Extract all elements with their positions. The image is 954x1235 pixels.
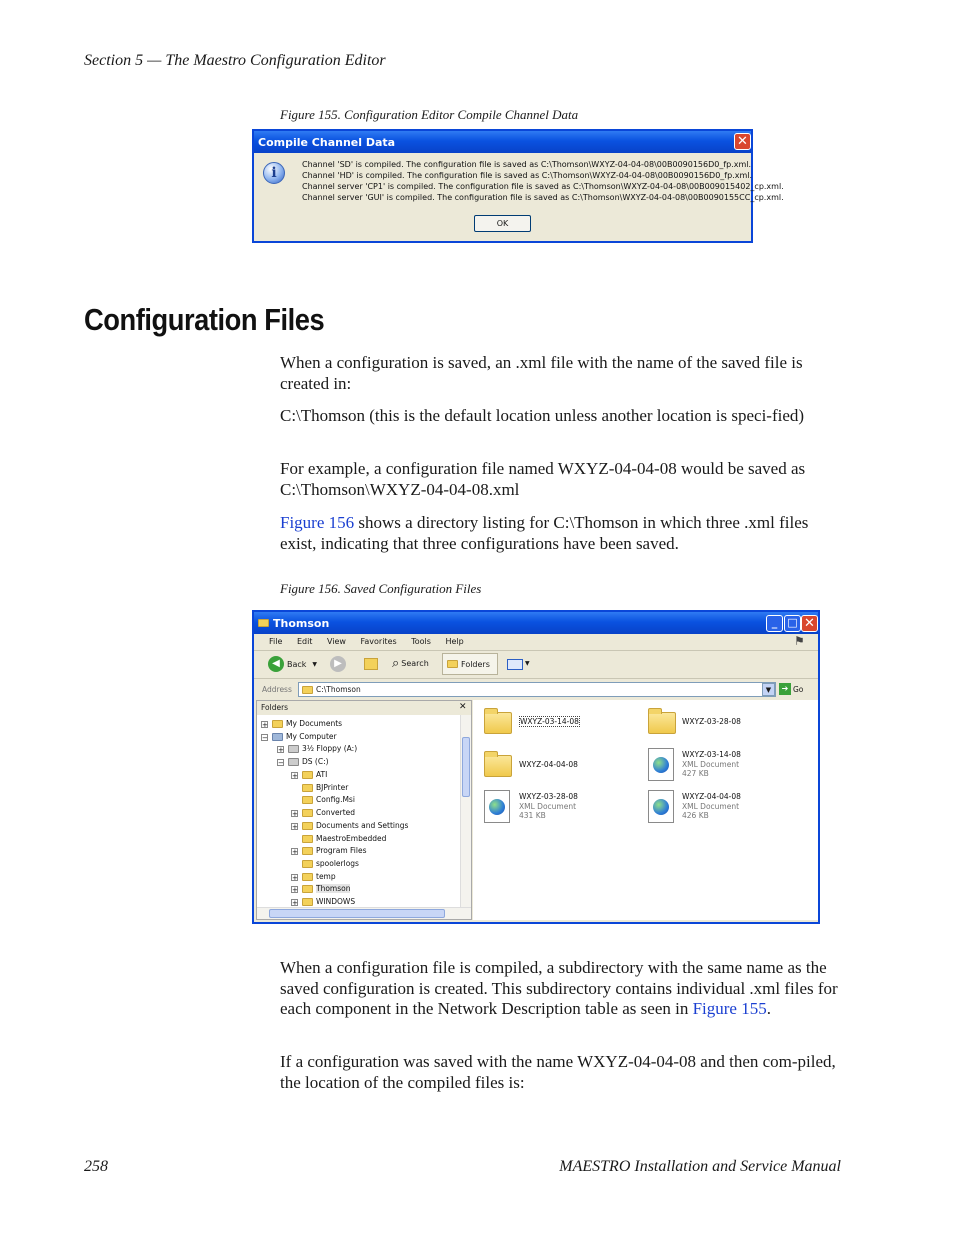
tree-item-bjprinter[interactable]: BJPrinter (302, 782, 348, 794)
tree-item-floppy[interactable]: + 3½ Floppy (A:) (278, 744, 358, 754)
dialog-title: Compile Channel Data (258, 135, 396, 149)
figure-155-caption: Figure 155. Configuration Editor Compile Channel Data (280, 107, 579, 122)
paragraph: C:\Thomson (this is the default location unless another location is speci-fied) (280, 406, 805, 425)
folders-pane (256, 700, 472, 920)
menu-bar (269, 637, 476, 646)
message-line: Channel 'HD' is compiled. The configuration file is saved as C:\Thomson\WXYZ-04-04-08\00B0090156D0_fp.xml. (302, 171, 753, 180)
menu-edit[interactable]: Edit (296, 637, 313, 646)
address-value: C:\Thomson (316, 685, 361, 694)
folder-icon[interactable] (648, 712, 676, 734)
explorer-titlebar (254, 612, 818, 634)
go-arrow-icon: ➔ (779, 683, 791, 695)
running-header: Section 5 — The Maestro Configuration Editor (84, 52, 386, 69)
tree-item-maestroembedded[interactable]: MaestroEmbedded (302, 833, 386, 845)
up-folder-icon[interactable] (364, 658, 378, 670)
figure-156-link[interactable]: Figure 156 (280, 513, 355, 532)
close-icon[interactable]: ✕ (734, 133, 751, 150)
go-label: Go (793, 684, 804, 694)
compile-channel-data-dialog (252, 129, 784, 243)
back-arrow-icon: ◀ (268, 656, 284, 672)
paragraph (280, 513, 842, 554)
close-icon[interactable]: ✕ (801, 615, 818, 632)
chevron-down-icon[interactable]: ▼ (762, 683, 775, 696)
tree-item-program-files[interactable]: + Program Files (292, 846, 367, 856)
search-label: Search (401, 659, 429, 668)
tree-item-config-msi[interactable]: Config.Msi (302, 794, 355, 806)
folders-button[interactable] (442, 653, 498, 675)
paragraph-text: shows a directory listing for C:\Thomson in which three .xml files exist, indicating that three configurations have been saved. (280, 513, 809, 553)
xml-file-icon[interactable] (648, 790, 674, 823)
paragraph-text: . (766, 999, 771, 1018)
scrollbar-thumb[interactable] (269, 909, 445, 918)
tree-item-spoolerlogs[interactable]: spoolerlogs (302, 858, 359, 870)
message-line: Channel 'SD' is compiled. The configuration file is saved as C:\Thomson\WXYZ-04-04-08\00B0090156D0_fp.xml. (302, 160, 752, 169)
file-item[interactable]: WXYZ-03-28-08 (682, 717, 741, 726)
paragraph: When a configuration is saved, an .xml file with the name of the saved file is created in: (280, 353, 803, 393)
folder-icon (302, 686, 313, 694)
back-button[interactable] (268, 656, 317, 672)
folder-icon[interactable] (484, 712, 512, 734)
manual-title: MAESTRO Installation and Service Manual (559, 1158, 841, 1175)
maximize-icon[interactable]: □ (784, 615, 801, 632)
folder-icon[interactable] (484, 755, 512, 777)
paragraph: For example, a configuration file named WXYZ-04-04-08 would be saved as C:\Thomson\WXYZ-04-04-08.xml (280, 459, 806, 499)
dialog-messages (302, 159, 784, 203)
tree-item-documents-and-settings[interactable]: + Documents and Settings (292, 821, 409, 831)
menu-tools[interactable]: Tools (411, 637, 431, 646)
message-line: Channel server 'GUI' is compiled. The configuration file is saved as C:\Thomson\WXYZ-04-04-08\00B0090155CC_cp.xml. (302, 193, 784, 202)
info-icon: i (263, 162, 285, 184)
tree-item-converted[interactable]: + Converted (292, 808, 356, 818)
file-list-pane (473, 700, 818, 920)
close-icon[interactable]: ✕ (459, 702, 467, 712)
xml-file-icon[interactable] (648, 748, 674, 781)
folders-icon (447, 660, 458, 668)
vertical-scrollbar[interactable] (460, 715, 471, 907)
file-item[interactable]: WXYZ-04-04-08 XML Document 426 KB (682, 792, 741, 820)
scrollbar-thumb[interactable] (462, 737, 470, 797)
tree-item-drive-c[interactable]: − DS (C:) (278, 757, 329, 767)
folders-pane-header (257, 701, 471, 715)
window-title: Thomson (273, 616, 330, 630)
explorer-window (252, 610, 820, 924)
divider (254, 678, 818, 679)
menu-file[interactable]: File (269, 637, 283, 646)
folder-icon (258, 619, 269, 627)
menu-favorites[interactable]: Favorites (360, 637, 397, 646)
folders-label: Folders (461, 659, 490, 669)
address-input[interactable] (298, 682, 776, 697)
views-icon[interactable] (507, 659, 523, 670)
figure-156-caption: Figure 156. Saved Configuration Files (280, 581, 482, 596)
divider (254, 650, 818, 651)
minimize-icon[interactable]: _ (766, 615, 783, 632)
forward-arrow-icon[interactable]: ▶ (330, 656, 346, 672)
ok-button[interactable]: OK (474, 215, 531, 232)
figure-155-link[interactable]: Figure 155 (692, 999, 767, 1018)
file-item[interactable]: WXYZ-03-14-08 XML Document 427 KB (682, 750, 741, 778)
chevron-down-icon: ▼ (312, 660, 318, 668)
section-title: Configuration Files (84, 302, 325, 337)
windows-logo-icon: ⚑ (794, 634, 805, 648)
xml-file-icon[interactable] (484, 790, 510, 823)
menu-help[interactable]: Help (445, 637, 464, 646)
address-label: Address (262, 685, 292, 694)
message-line: Channel server 'CP1' is compiled. The configuration file is saved as C:\Thomson\WXYZ-04-04-08\00B009015402_cp.xml. (302, 182, 784, 191)
menu-view[interactable]: View (326, 637, 346, 646)
tree-item-my-computer[interactable]: − My Computer (262, 732, 337, 742)
horizontal-scrollbar[interactable] (257, 907, 471, 919)
tree-item-my-documents[interactable]: + My Documents (262, 719, 343, 729)
tree-item-thomson[interactable]: + Thomson (292, 884, 351, 894)
search-button[interactable] (392, 656, 429, 671)
go-button[interactable] (779, 683, 803, 695)
tree-item-windows[interactable]: + WINDOWS (292, 897, 356, 907)
file-item[interactable]: WXYZ-03-28-08 XML Document 431 KB (519, 792, 578, 820)
back-label: Back (287, 659, 307, 669)
dialog-titlebar (254, 131, 751, 153)
tree-item-temp[interactable]: + temp (292, 872, 336, 882)
chevron-down-icon[interactable]: ▼ (525, 660, 530, 667)
paragraph: If a configuration was saved with the name WXYZ-04-04-08 and then com-piled, the location of the compiled files is: (280, 1052, 836, 1092)
folders-pane-title: Folders (261, 703, 289, 712)
tree-item-ati[interactable]: + ATI (292, 770, 328, 780)
paragraph-text: When a configuration file is compiled, a subdirectory with the same name as the saved configuration is created. This subdirectory contains individual .xml files for each component in the Network Description table as seen in (280, 958, 838, 1018)
file-item[interactable]: WXYZ-03-14-08 (520, 717, 579, 726)
paragraph (280, 958, 842, 1020)
file-item[interactable]: WXYZ-04-04-08 (519, 760, 578, 769)
page-number: 258 (84, 1158, 108, 1175)
search-icon: ⌕ (392, 656, 400, 671)
